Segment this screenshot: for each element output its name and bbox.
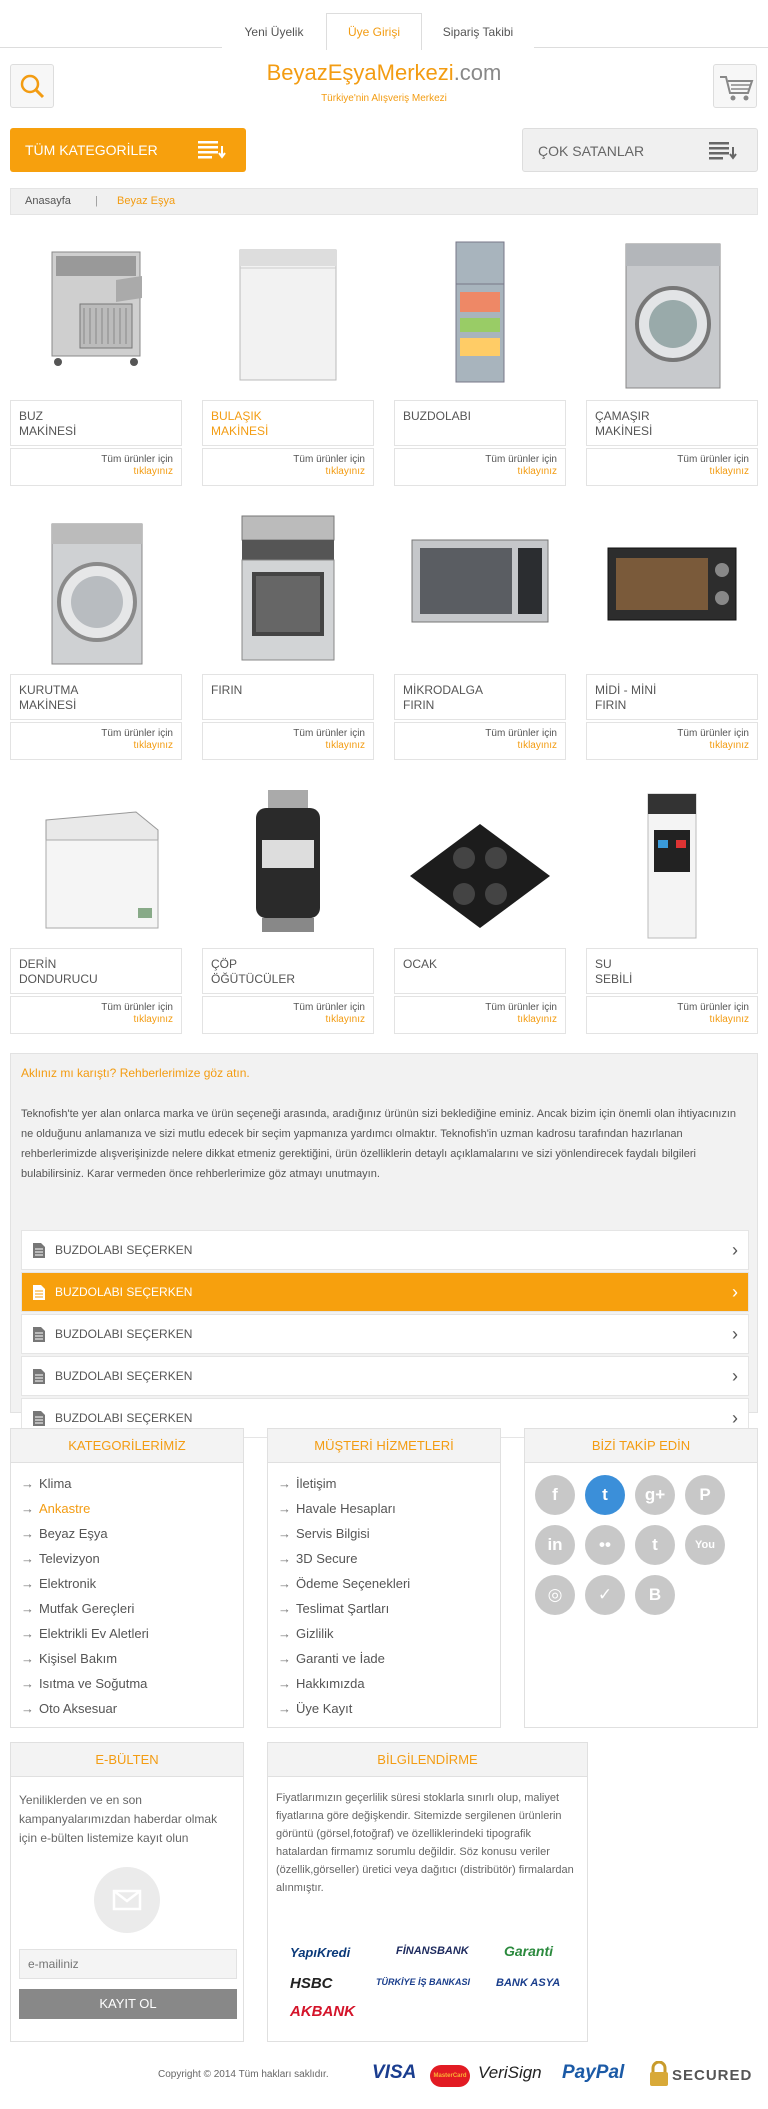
best-sellers-button[interactable] <box>522 128 758 172</box>
product-name-line: BUZDOLABI <box>403 409 472 423</box>
document-icon <box>32 1368 46 1385</box>
guide-row[interactable] <box>21 1356 749 1396</box>
product-name[interactable] <box>394 948 566 994</box>
youtube-icon[interactable]: You <box>685 1525 725 1565</box>
more-text: Tüm ürünler için <box>101 1002 173 1013</box>
product-name-line: SU <box>595 957 612 971</box>
footer-link[interactable] <box>278 1521 500 1546</box>
bank-logo-hsbc: HSBC <box>290 1975 333 1992</box>
breadcrumb-current[interactable]: Beyaz Eşya <box>117 195 176 207</box>
newsletter-email-input[interactable] <box>19 1949 237 1979</box>
guide-row-label: BUZDOLABI SEÇERKEN <box>55 1243 193 1257</box>
product-more-link[interactable] <box>586 722 758 760</box>
more-text: Tüm ürünler için <box>485 1002 557 1013</box>
guide-row[interactable] <box>21 1314 749 1354</box>
footer-bar <box>0 2055 768 2095</box>
product-name-line: SEBİLİ <box>595 972 633 986</box>
chevron-right-icon: › <box>732 1324 738 1344</box>
product-name-line: DONDURUCU <box>19 972 98 986</box>
bank-logo-isbank: TÜRKİYE İŞ BANKASI <box>376 1977 471 1987</box>
product-name-line: BULAŞIK <box>211 409 262 423</box>
guide-row-label: BUZDOLABI SEÇERKEN <box>55 1369 193 1383</box>
footer-link-label: 3D Secure <box>296 1551 358 1566</box>
product-card[interactable] <box>394 780 566 1040</box>
footer-link[interactable] <box>21 1521 243 1546</box>
guide-row[interactable] <box>21 1272 749 1312</box>
arrow-right-icon: → <box>278 1576 291 1591</box>
more-text: Tüm ürünler için <box>677 454 749 465</box>
more-link[interactable]: tıklayınız <box>709 740 749 751</box>
refrigerator-icon <box>394 232 566 402</box>
arrow-right-icon: → <box>278 1626 291 1641</box>
info-text: Fiyatlarımızın geçerlilik süresi stoklarla sınırlı olup, maliyet fiyatlarına göre değişkendir. Sitemizde sergilenen ürünlerin görüntü (görsel,fotoğraf) ve özelliklerindeki tipografik hatalardan firmamız sorumlu değildir. Söz konusu veriler (özellik,görseller) üretici veya dağıtıcı (distribütör) firmalardan alınmıştır. <box>276 1792 574 1894</box>
guide-title: Aklınız mı karıştı? Rehberlerimize göz atın. <box>21 1066 250 1080</box>
guide-row[interactable] <box>21 1230 749 1270</box>
footer-link[interactable] <box>278 1671 500 1696</box>
product-name[interactable] <box>586 674 758 720</box>
arrow-right-icon: → <box>21 1626 34 1641</box>
foursquare-icon[interactable]: ✓ <box>585 1575 625 1615</box>
product-name-line: MAKİNESİ <box>211 424 269 438</box>
footer-link[interactable] <box>21 1696 243 1721</box>
list-sort-icon <box>709 141 739 161</box>
product-more-link[interactable] <box>202 722 374 760</box>
newsletter-title: E-BÜLTEN <box>11 1743 243 1777</box>
pinterest-icon[interactable]: P <box>685 1475 725 1515</box>
more-text: Tüm ürünler için <box>293 1002 365 1013</box>
arrow-right-icon: → <box>278 1501 291 1516</box>
bank-logo-yapikredi: YapıKredi <box>290 1945 351 1960</box>
more-link[interactable]: tıklayınız <box>709 1014 749 1025</box>
breadcrumb <box>10 188 758 215</box>
tumblr-icon[interactable]: t <box>635 1525 675 1565</box>
product-more-link[interactable] <box>586 996 758 1034</box>
all-categories-label: TÜM KATEGORİLER <box>25 142 158 158</box>
footer-link-label: Mutfak Gereçleri <box>39 1601 135 1616</box>
oven-icon <box>202 506 374 676</box>
microwave-icon <box>394 506 566 676</box>
chevron-right-icon: › <box>732 1408 738 1428</box>
list-sort-icon <box>198 140 228 160</box>
tab-member-login[interactable]: Üye Girişi <box>326 13 422 50</box>
newsletter-text: Yeniliklerden ve en son kampanyalarımızdan haberdar olmak için e-bülten listemize kayıt olun <box>19 1793 218 1845</box>
product-more-link[interactable] <box>394 448 566 486</box>
footer-link-label: Elektrikli Ev Aletleri <box>39 1626 149 1641</box>
arrow-right-icon: → <box>278 1476 291 1491</box>
product-name-line: MAKİNESİ <box>19 424 77 438</box>
product-name[interactable] <box>394 400 566 446</box>
info-box <box>267 1742 588 2042</box>
footer-social <box>524 1428 758 1728</box>
footer-link[interactable] <box>278 1571 500 1596</box>
footer-link[interactable] <box>278 1546 500 1571</box>
mail-icon <box>94 1867 160 1933</box>
more-text: Tüm ürünler için <box>101 728 173 739</box>
arrow-right-icon: → <box>21 1701 34 1716</box>
footer-link[interactable] <box>21 1646 243 1671</box>
googleplus-icon[interactable]: g+ <box>635 1475 675 1515</box>
padlock-icon <box>648 2061 670 2087</box>
product-more-link[interactable] <box>10 448 182 486</box>
cart-icon <box>714 65 758 109</box>
product-more-link[interactable] <box>202 996 374 1034</box>
paypal-logo: PayPal <box>562 2062 625 2083</box>
product-name-line: MAKİNESİ <box>19 698 77 712</box>
tab-new-membership[interactable]: Yeni Üyelik <box>222 13 326 49</box>
product-name[interactable] <box>202 948 374 994</box>
newsletter-box <box>10 1742 244 2042</box>
waste-disposer-icon <box>202 780 374 950</box>
product-card[interactable] <box>586 506 758 766</box>
all-categories-button[interactable] <box>10 128 246 172</box>
bank-logo-garanti: Garanti <box>504 1943 554 1959</box>
verisign-logo: VeriSign <box>478 2063 542 2082</box>
arrow-right-icon: → <box>21 1551 34 1566</box>
product-card[interactable] <box>394 232 566 492</box>
footer-link[interactable] <box>278 1696 500 1721</box>
product-card[interactable] <box>10 780 182 1040</box>
footer-link[interactable] <box>278 1646 500 1671</box>
product-card[interactable] <box>10 232 182 492</box>
footer-services-title: MÜŞTERİ HİZMETLERİ <box>268 1429 500 1463</box>
blogger-icon[interactable]: B <box>635 1575 675 1615</box>
arrow-right-icon: → <box>21 1651 34 1666</box>
footer-link-label: Havale Hesapları <box>296 1501 396 1516</box>
twitter-icon[interactable]: t <box>585 1475 625 1515</box>
footer-link-label: Oto Aksesuar <box>39 1701 118 1716</box>
footer-link-label: Teslimat Şartları <box>296 1601 390 1616</box>
footer-link-label: Televizyon <box>39 1551 100 1566</box>
linkedin-icon[interactable]: in <box>535 1525 575 1565</box>
dryer-icon <box>10 506 182 676</box>
footer-customer-services <box>267 1428 501 1728</box>
ice-machine-icon <box>10 232 182 402</box>
product-name[interactable] <box>10 674 182 720</box>
chest-freezer-icon <box>10 780 182 950</box>
footer-link-label: Garanti ve İade <box>296 1651 385 1666</box>
product-name-line: DERİN <box>19 957 57 971</box>
bank-logo-finansbank: FİNANSBANK <box>396 1945 469 1957</box>
product-more-link[interactable] <box>10 996 182 1034</box>
product-card[interactable] <box>586 232 758 492</box>
footer-link-label: Ödeme Seçenekleri <box>296 1576 411 1591</box>
more-link[interactable]: tıklayınız <box>133 466 173 477</box>
flickr-icon[interactable]: •• <box>585 1525 625 1565</box>
product-name[interactable] <box>10 948 182 994</box>
footer-link[interactable] <box>21 1496 243 1521</box>
footer-link-label: Gizlilik <box>296 1626 334 1641</box>
more-text: Tüm ürünler için <box>101 454 173 465</box>
hob-icon <box>394 780 566 950</box>
chevron-right-icon: › <box>732 1282 738 1302</box>
footer-link-label: Ankastre <box>39 1501 91 1516</box>
footer-link-label: Isıtma ve Soğutma <box>39 1676 148 1691</box>
product-name[interactable] <box>202 400 374 446</box>
document-icon <box>32 1410 46 1427</box>
logo-domain-suffix: .com <box>453 60 502 85</box>
footer-categories <box>10 1428 244 1728</box>
footer-link-label: Beyaz Eşya <box>39 1526 108 1541</box>
more-link[interactable]: tıklayınız <box>133 740 173 751</box>
more-link[interactable]: tıklayınız <box>517 466 557 477</box>
visa-logo: VISA <box>372 2062 417 2083</box>
footer-link-label: Hakkımızda <box>296 1676 365 1691</box>
chevron-right-icon: › <box>732 1366 738 1386</box>
more-text: Tüm ürünler için <box>293 728 365 739</box>
tab-order-tracking[interactable]: Sipariş Takibi <box>422 13 534 49</box>
more-link[interactable]: tıklayınız <box>133 1014 173 1025</box>
arrow-right-icon: → <box>21 1676 34 1691</box>
info-title: BİLGİLENDİRME <box>268 1743 587 1777</box>
arrow-right-icon: → <box>278 1551 291 1566</box>
product-more-link[interactable] <box>10 722 182 760</box>
footer-link-label: Kişisel Bakım <box>39 1651 118 1666</box>
footer-link[interactable] <box>21 1621 243 1646</box>
product-name-line: ÖĞÜTÜCÜLER <box>211 972 296 986</box>
bank-logo-akbank: AKBANK <box>290 2003 355 2020</box>
more-link[interactable]: tıklayınız <box>325 1014 365 1025</box>
footer-link[interactable] <box>278 1471 500 1496</box>
bank-logo-bankasya: BANK ASYA <box>496 1977 561 1989</box>
more-text: Tüm ürünler için <box>677 1002 749 1013</box>
product-card[interactable] <box>394 506 566 766</box>
product-more-link[interactable] <box>586 448 758 486</box>
footer-link[interactable] <box>278 1496 500 1521</box>
product-name-line: ÇAMAŞIR <box>595 409 650 423</box>
product-name-line: ÇÖP <box>211 957 238 971</box>
instagram-icon[interactable]: ◎ <box>535 1575 575 1615</box>
product-name-line: FIRIN <box>211 683 243 697</box>
arrow-right-icon: → <box>21 1576 34 1591</box>
arrow-right-icon: → <box>21 1476 34 1491</box>
footer-link[interactable] <box>21 1471 243 1496</box>
footer-link[interactable] <box>278 1621 500 1646</box>
water-dispenser-icon <box>586 780 758 950</box>
copyright-text: Copyright © 2014 Tüm hakları saklıdır. <box>158 2069 329 2080</box>
product-more-link[interactable] <box>202 448 374 486</box>
footer-follow-title: BİZİ TAKİP EDİN <box>525 1429 757 1463</box>
arrow-right-icon: → <box>21 1601 34 1616</box>
more-link[interactable]: tıklayınız <box>325 740 365 751</box>
footer-link-label: Elektronik <box>39 1576 97 1591</box>
product-name-line: MAKİNESİ <box>595 424 653 438</box>
product-name-line: OCAK <box>403 957 438 971</box>
washing-machine-icon <box>586 232 758 402</box>
arrow-right-icon: → <box>278 1601 291 1616</box>
product-card[interactable] <box>202 506 374 766</box>
product-name[interactable] <box>586 948 758 994</box>
product-card[interactable] <box>202 780 374 1040</box>
footer-link-label: İletişim <box>296 1476 337 1491</box>
product-card[interactable] <box>202 232 374 492</box>
product-name[interactable] <box>202 674 374 720</box>
arrow-right-icon: → <box>278 1526 291 1541</box>
facebook-icon[interactable]: f <box>535 1475 575 1515</box>
footer-link[interactable] <box>21 1546 243 1571</box>
document-icon <box>32 1284 46 1301</box>
product-name[interactable] <box>586 400 758 446</box>
product-more-link[interactable] <box>394 996 566 1034</box>
more-link[interactable]: tıklayınız <box>517 740 557 751</box>
product-name-line: KURUTMA <box>19 683 79 697</box>
guide-row-label: BUZDOLABI SEÇERKEN <box>55 1411 193 1425</box>
footer-link-label: Servis Bilgisi <box>296 1526 370 1541</box>
dishwasher-icon <box>202 232 374 402</box>
footer-link[interactable] <box>21 1671 243 1696</box>
more-link[interactable]: tıklayınız <box>325 466 365 477</box>
logo-main-text: BeyazEşyaMerkezi <box>266 60 454 85</box>
buying-guide-panel <box>10 1053 758 1428</box>
product-name-line: MİDİ - MİNİ <box>595 683 657 697</box>
newsletter-subscribe-button[interactable]: KAYIT OL <box>19 1989 237 2019</box>
arrow-right-icon: → <box>278 1701 291 1716</box>
site-slogan: Türkiye'nin Alışveriş Merkezi <box>321 93 447 104</box>
footer-link[interactable] <box>21 1596 243 1621</box>
cart-button[interactable] <box>713 64 757 108</box>
arrow-right-icon: → <box>21 1526 34 1541</box>
breadcrumb-separator: | <box>95 195 98 207</box>
mini-oven-icon <box>586 506 758 676</box>
product-name-line: MİKRODALGA <box>403 683 484 697</box>
footer-link-label: Üye Kayıt <box>296 1701 353 1716</box>
more-text: Tüm ürünler için <box>677 728 749 739</box>
product-name[interactable] <box>394 674 566 720</box>
more-link[interactable]: tıklayınız <box>709 466 749 477</box>
product-card[interactable] <box>10 506 182 766</box>
more-text: Tüm ürünler için <box>485 728 557 739</box>
mastercard-logo: MasterCard <box>430 2065 470 2087</box>
product-name-line: FIRIN <box>595 698 627 712</box>
chevron-right-icon: › <box>732 1240 738 1260</box>
guide-description: Teknofish'te yer alan onlarca marka ve ürün seçeneği arasında, aradığınız ürünün sizi beklediğine eminiz. Ancak bizim için önemli olan ihtiyacınızın ne olduğunu anlamanıza ve sizi mutlu edecek bir seçim yapmanıza yardımcı olmaktır. Teknofish'in uzman kadrosu tarafından hazırlanan rehberlerimizde alışverişinizde nelere dikkat etmeniz gerektiğini, ürün özelliklerin detaylı açıklamalarını ve sizi yönlendirecek faydalı bilgileri bulabilirsiniz. Karar vermeden önce rehberlerimize göz atmayı unutmayın. <box>21 1108 737 1180</box>
secured-badge: SECURED <box>672 2067 753 2084</box>
arrow-right-icon: → <box>278 1676 291 1691</box>
document-icon <box>32 1242 46 1259</box>
more-text: Tüm ürünler için <box>485 454 557 465</box>
breadcrumb-home[interactable]: Anasayfa <box>25 195 71 207</box>
arrow-right-icon: → <box>21 1501 34 1516</box>
product-name[interactable] <box>10 400 182 446</box>
top-tab-bar <box>0 0 768 48</box>
product-card[interactable] <box>586 780 758 1040</box>
product-more-link[interactable] <box>394 722 566 760</box>
product-name-line: BUZ <box>19 409 43 423</box>
footer-categories-title: KATEGORİLERİMİZ <box>11 1429 243 1463</box>
arrow-right-icon: → <box>278 1651 291 1666</box>
product-name-line: FIRIN <box>403 698 435 712</box>
guide-row-label: BUZDOLABI SEÇERKEN <box>55 1327 193 1341</box>
footer-link[interactable] <box>21 1571 243 1596</box>
more-link[interactable]: tıklayınız <box>517 1014 557 1025</box>
site-logo[interactable] <box>0 60 768 86</box>
best-sellers-label: ÇOK SATANLAR <box>538 143 645 159</box>
footer-link[interactable] <box>278 1596 500 1621</box>
more-text: Tüm ürünler için <box>293 454 365 465</box>
document-icon <box>32 1326 46 1343</box>
guide-row-label: BUZDOLABI SEÇERKEN <box>55 1285 193 1299</box>
footer-link-label: Klima <box>39 1476 72 1491</box>
